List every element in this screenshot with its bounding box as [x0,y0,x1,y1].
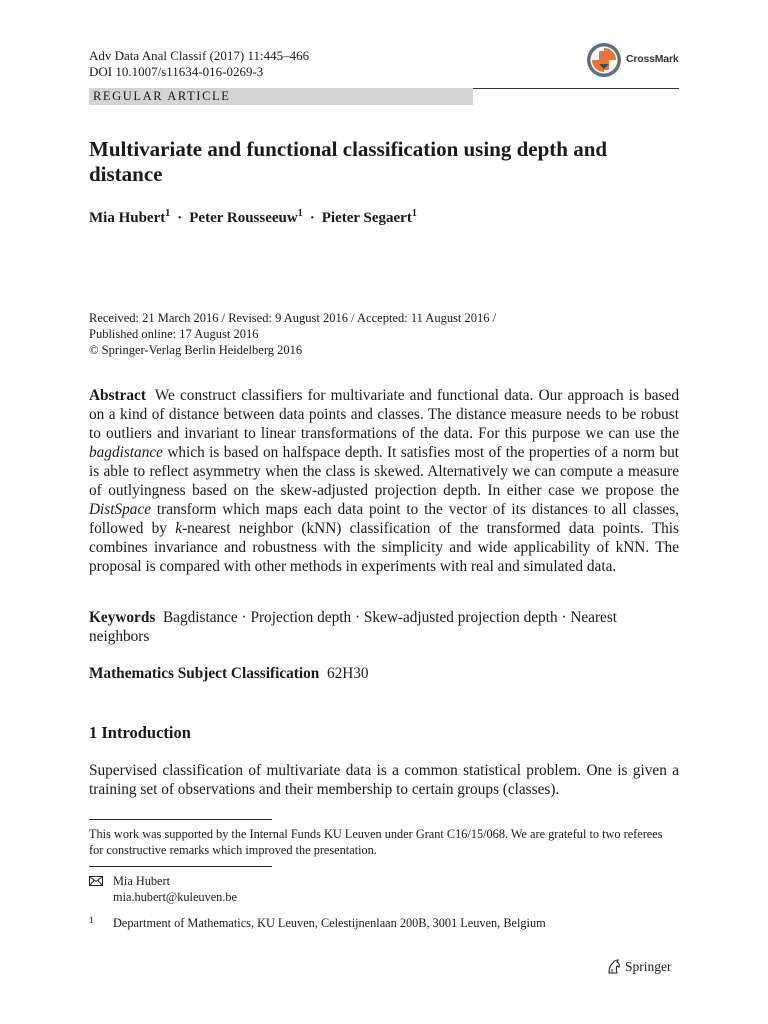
author-name[interactable]: Pieter Segaert [321,210,412,226]
author-affiliation-mark: 1 [165,208,171,219]
section-text: Supervised classification of multivariate data is a common statistical problem. One is given a training set of observations and their membership to certain groups (classes). [89,762,679,798]
copyright-line: © Springer-Verlag Berlin Heidelberg 2016 [89,343,303,357]
msc-value: 62H30 [326,665,369,682]
author-list [89,208,417,227]
keywords-text: Bagdistance · Projection depth · Skew-adjusted projection depth · Nearest neighbors [89,609,618,645]
author-separator: · [177,210,183,226]
journal-line: Adv Data Anal Classif (2017) 11:445–466 [89,48,310,63]
keywords-label: Keywords [89,609,156,626]
doi-line[interactable]: DOI 10.1007/s11634-016-0269-3 [89,64,264,79]
contact-name: Mia Hubert [113,874,171,888]
keywords [89,608,679,646]
abstract-text: We construct classifiers for multivariate and functional data. Our approach is based on a kind of distance between data points and classes. The distance measure needs to be robust to outliers and invariant to linear transformations of the data. For this purpose we can use the [89,387,679,442]
funding-footnote: This work was supported by the Internal Funds KU Leuven under Grant C16/15/068. We are grateful to two referees for constructive remarks which improved the presentation. [89,827,663,857]
crossmark-icon [586,42,622,78]
abstract-term-k: k [175,520,183,537]
affiliation-number: 1 [89,915,94,925]
dates-published: Published online: 17 August 2016 [89,327,259,341]
abstract-term-distspace: DistSpace [89,501,152,518]
footnote-rule [89,819,272,820]
crossmark-badge[interactable] [586,42,686,78]
footnote-rule [89,866,272,867]
author-separator: · [309,210,315,226]
article-type-label: REGULAR ARTICLE [93,89,231,103]
abstract-term-bagdistance: bagdistance [89,444,163,461]
abstract [89,386,679,576]
msc-label: Mathematics Subject Classification [89,665,320,682]
affiliation-text: Department of Mathematics, KU Leuven, Celestijnenlaan 200B, 3001 Leuven, Belgium [113,916,546,930]
dates-received: Received: 21 March 2016 / Revised: 9 August 2016 / Accepted: 11 August 2016 / [89,311,497,325]
author-affiliation-mark: 1 [297,208,303,219]
contact-email[interactable]: mia.hubert@kuleuven.be [113,890,238,904]
abstract-text: -nearest neighbor (kNN) classification of the transformed data points. This combines invariance and robustness with the simplicity and wide applicability of kNN. The proposal is compared with other methods in experiments with real and simulated data. [89,520,680,575]
affiliation [89,915,546,931]
header-rule [473,88,679,89]
paper-title: Multivariate and functional classification using depth and distance [89,137,608,186]
publisher-name: Springer [625,959,672,974]
abstract-text: transform which maps each data point to the vector of its distances to all classes, followed by [89,501,679,537]
abstract-text: which is based on halfspace depth. It satisfies most of the properties of a norm but is able to reflect asymmetry when the class is skewed. Alternatively we can compute a measure of outlyingness based on the skew-adjusted projection depth. In either case we propose the [89,444,679,499]
author-name[interactable]: Peter Rousseeuw [189,210,298,226]
envelope-icon [89,876,103,886]
publication-dates [89,310,496,358]
journal-citation [89,48,309,80]
crossmark-label: CrossMark [626,53,679,65]
springer-horse-icon [606,958,622,975]
subject-classification [89,664,369,683]
author-name[interactable]: Mia Hubert [89,210,166,226]
section-heading: 1 Introduction [89,723,191,742]
author-affiliation-mark: 1 [411,208,417,219]
abstract-label: Abstract [89,387,146,404]
corresponding-author [89,873,237,905]
